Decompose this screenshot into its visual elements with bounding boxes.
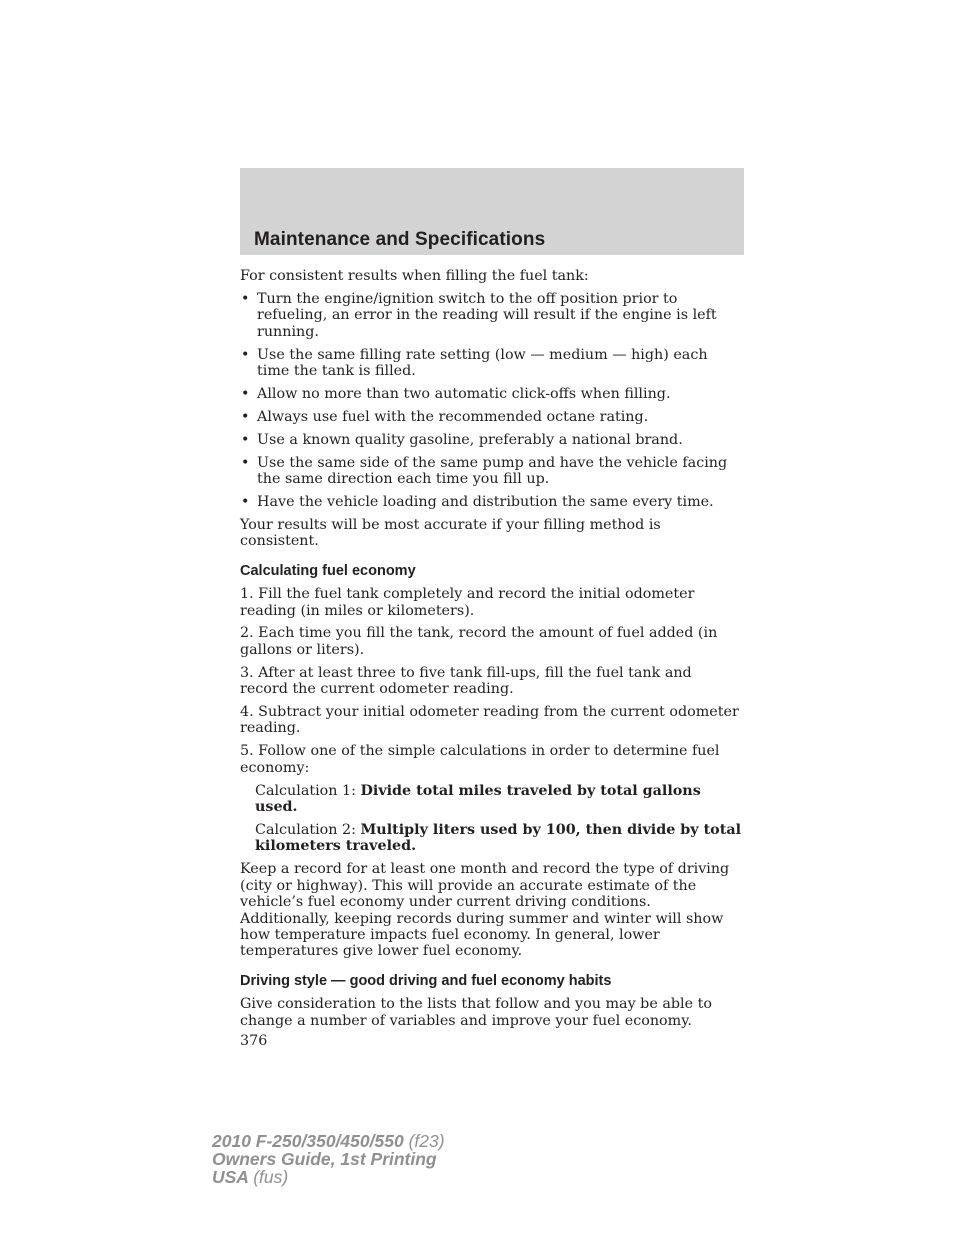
calc-heading: Calculating fuel economy bbox=[240, 562, 416, 579]
section-header-band bbox=[240, 168, 744, 255]
driving-heading: Driving style — good driving and fuel economy habits bbox=[240, 972, 612, 989]
footer-line-1: 2010 F-250/350/450/550 (f23) bbox=[212, 1131, 445, 1151]
document-footer bbox=[212, 1132, 445, 1186]
list-item: • Turn the engine/ignition switch to the off position prior to refueling, an error in the reading will result if the engine is left running. bbox=[241, 290, 717, 340]
calculation-1: Calculation 1: Divide total miles traveled by total gallons used. bbox=[255, 782, 701, 816]
step-5: 5. Follow one of the simple calculations in order to determine fuel economy: bbox=[240, 743, 720, 776]
page-number: 376 bbox=[240, 1032, 268, 1049]
list-item: • Use a known quality gasoline, preferably a national brand. bbox=[241, 431, 683, 448]
results-note: Your results will be most accurate if your filling method is consistent. bbox=[240, 516, 661, 550]
fueling-tips-list bbox=[240, 291, 744, 510]
section-title: Maintenance and Specifications bbox=[254, 229, 546, 250]
list-item: • Use the same side of the same pump and have the vehicle facing the same direction each time you fill up. bbox=[241, 454, 728, 488]
record-note: Keep a record for at least one month and record the type of driving (city or highway). This will provide an accurate estimate of the vehicle’s fuel economy under current driving conditions. Additionally, keeping records during summer and winter will show how temperature impacts fuel economy. In general, lower temperatures give lower fuel economy. bbox=[240, 861, 730, 960]
calculation-2: Calculation 2: Multiply liters used by 100, then divide by total kilometers traveled. bbox=[255, 821, 742, 855]
bullet-icon: • bbox=[241, 346, 250, 363]
driving-text: Give consideration to the lists that follow and you may be able to change a number of variables and improve your fuel economy. bbox=[240, 996, 712, 1029]
list-item: • Use the same filling rate setting (low — medium — high) each time the tank is filled. bbox=[241, 346, 708, 380]
bullet-icon: • bbox=[241, 385, 250, 402]
page-content bbox=[240, 268, 744, 1049]
step-2: 2. Each time you fill the tank, record the amount of fuel added (in gallons or liters). bbox=[240, 625, 718, 658]
bullet-icon: • bbox=[241, 454, 250, 471]
step-4: 4. Subtract your initial odometer reading from the current odometer reading. bbox=[240, 704, 739, 737]
bullet-icon: • bbox=[241, 408, 250, 425]
list-item: • Allow no more than two automatic click-offs when filling. bbox=[241, 385, 671, 402]
footer-line-2: Owners Guide, 1st Printing bbox=[212, 1149, 437, 1169]
step-1: 1. Fill the fuel tank completely and record the initial odometer reading (in miles or kilometers). bbox=[240, 586, 695, 619]
intro-text: For consistent results when filling the fuel tank: bbox=[240, 268, 589, 284]
footer-line-3: USA (fus) bbox=[212, 1167, 289, 1187]
list-item: • Have the vehicle loading and distribution the same every time. bbox=[241, 493, 714, 510]
step-3: 3. After at least three to five tank fill-ups, fill the fuel tank and record the current odometer reading. bbox=[240, 664, 692, 698]
bullet-icon: • bbox=[241, 493, 250, 510]
bullet-icon: • bbox=[241, 290, 250, 307]
bullet-icon: • bbox=[241, 431, 250, 448]
list-item: • Always use fuel with the recommended octane rating. bbox=[241, 408, 649, 425]
